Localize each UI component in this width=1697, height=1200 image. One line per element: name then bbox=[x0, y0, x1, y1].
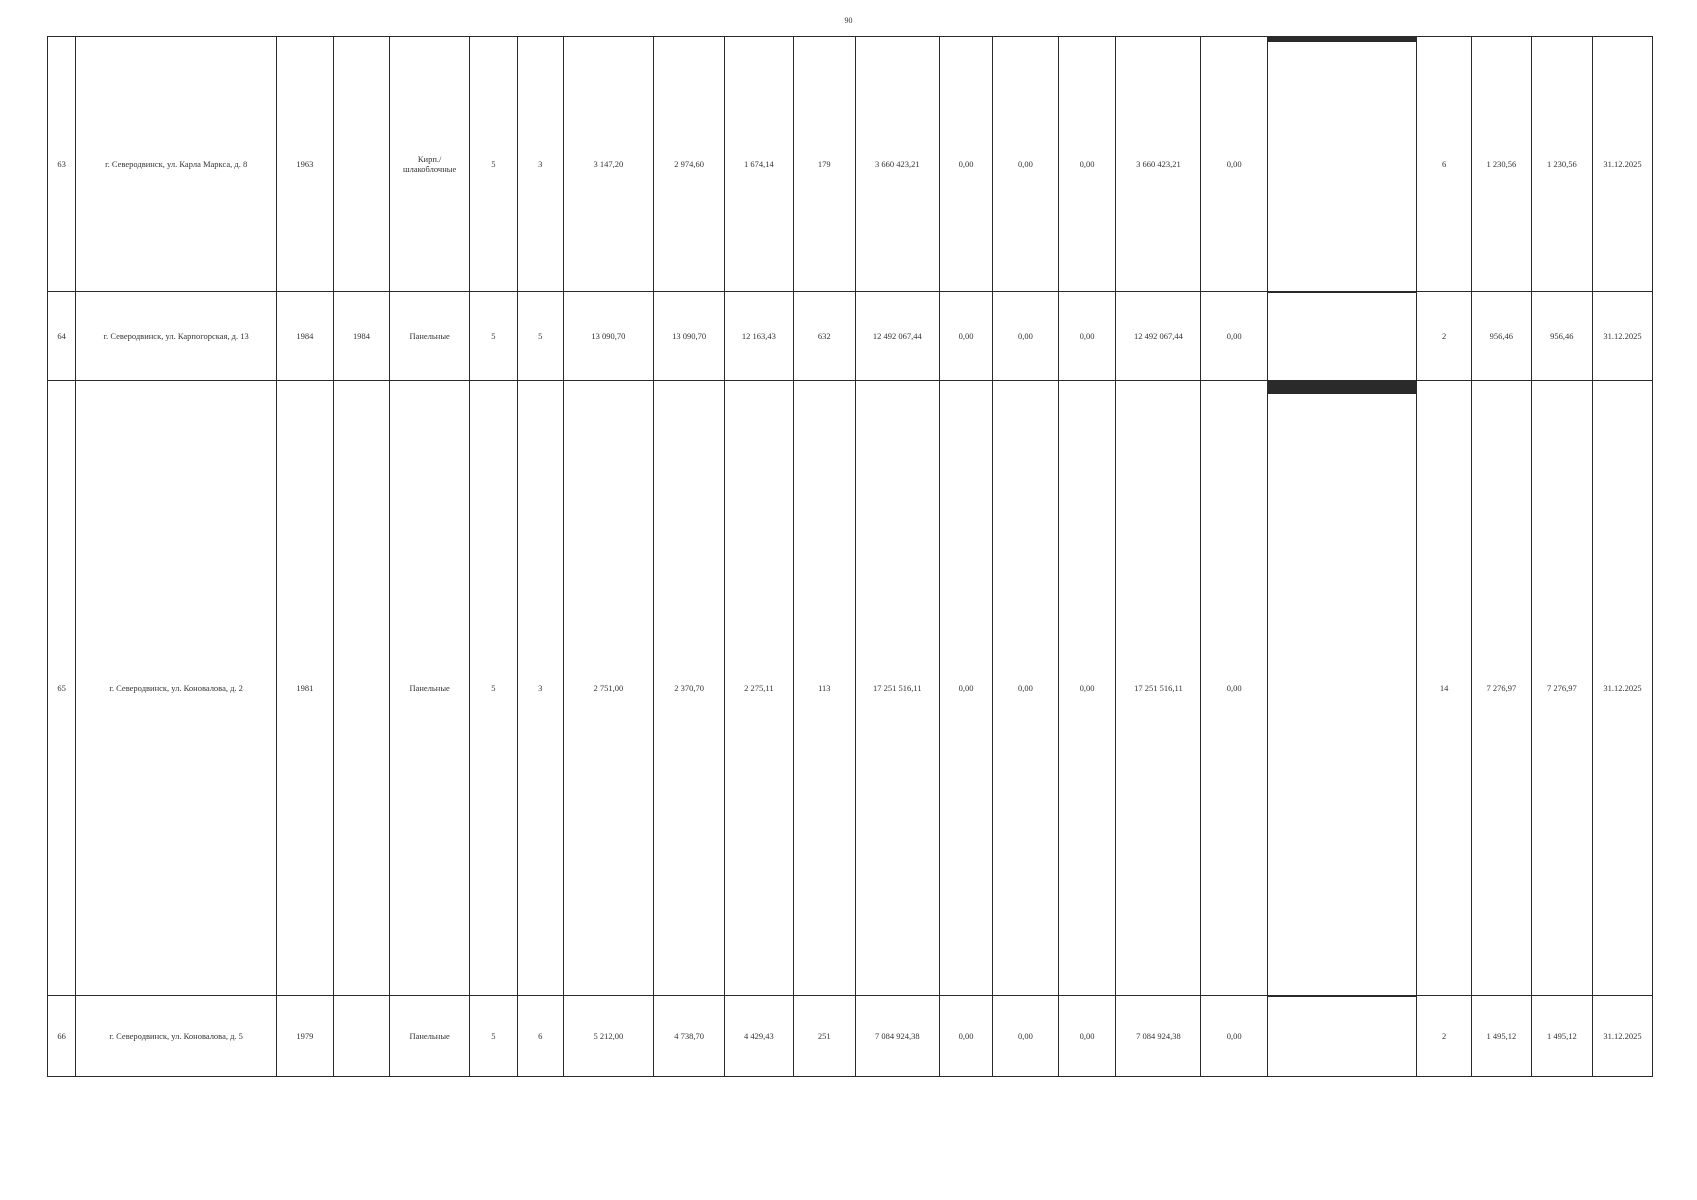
work-item bbox=[1268, 292, 1416, 293]
area-premises: 4 738,70 bbox=[654, 996, 725, 1077]
fund-local: 0,00 bbox=[1058, 381, 1116, 996]
residents: 251 bbox=[793, 996, 855, 1077]
entrances: 3 bbox=[517, 37, 563, 292]
deadline: 31.12.2025 bbox=[1592, 996, 1652, 1077]
works-count: 2 bbox=[1417, 292, 1472, 381]
table-row bbox=[48, 37, 1653, 292]
area-residential: 12 163,43 bbox=[725, 292, 794, 381]
entrances: 3 bbox=[517, 381, 563, 996]
fund-local: 0,00 bbox=[1058, 37, 1116, 292]
fund-owners: 17 251 516,11 bbox=[1116, 381, 1201, 996]
works-count: 2 bbox=[1417, 996, 1472, 1077]
fund-other: 0,00 bbox=[1201, 292, 1268, 381]
residents: 179 bbox=[793, 37, 855, 292]
area-premises: 2 974,60 bbox=[654, 37, 725, 292]
works-list bbox=[1268, 37, 1416, 42]
fund-owners: 12 492 067,44 bbox=[1116, 292, 1201, 381]
total-area: 3 147,20 bbox=[563, 37, 653, 292]
fund-federal: 0,00 bbox=[939, 37, 992, 292]
fund-federal: 0,00 bbox=[939, 381, 992, 996]
floors: 5 bbox=[469, 381, 517, 996]
fund-owners: 3 660 423,21 bbox=[1116, 37, 1201, 292]
fund-regional: 0,00 bbox=[993, 292, 1058, 381]
work-item-label bbox=[1271, 393, 1321, 394]
year-reconstruction bbox=[333, 37, 390, 292]
works-list bbox=[1268, 996, 1416, 997]
work-item-label bbox=[1271, 41, 1413, 42]
year-built: 1963 bbox=[276, 37, 333, 292]
year-reconstruction bbox=[333, 381, 390, 996]
area-premises: 2 370,70 bbox=[654, 381, 725, 996]
cost-total: 17 251 516,11 bbox=[855, 381, 939, 996]
unit-cost: 956,46 bbox=[1471, 292, 1531, 381]
deadline: 31.12.2025 bbox=[1592, 292, 1652, 381]
row-number: 65 bbox=[48, 381, 76, 996]
unit-cost-limit: 1 495,12 bbox=[1531, 996, 1592, 1077]
residents: 632 bbox=[793, 292, 855, 381]
work-item-label bbox=[1271, 996, 1321, 997]
fund-regional: 0,00 bbox=[993, 996, 1058, 1077]
entrances: 5 bbox=[517, 292, 563, 381]
floors: 5 bbox=[469, 292, 517, 381]
table-row bbox=[48, 381, 1653, 996]
works-cell bbox=[1267, 381, 1416, 996]
works-count: 14 bbox=[1417, 381, 1472, 996]
works-cell bbox=[1267, 292, 1416, 381]
total-area: 5 212,00 bbox=[563, 996, 653, 1077]
table-row bbox=[48, 292, 1653, 381]
fund-local: 0,00 bbox=[1058, 996, 1116, 1077]
unit-cost: 1 230,56 bbox=[1471, 37, 1531, 292]
address: г. Северодвинск, ул. Карпогорская, д. 13 bbox=[76, 292, 277, 381]
unit-cost: 1 495,12 bbox=[1471, 996, 1531, 1077]
area-premises: 13 090,70 bbox=[654, 292, 725, 381]
fund-federal: 0,00 bbox=[939, 996, 992, 1077]
year-reconstruction bbox=[333, 996, 390, 1077]
wall-material: Панельные bbox=[390, 996, 470, 1077]
area-residential: 4 429,43 bbox=[725, 996, 794, 1077]
capital-repair-table bbox=[47, 36, 1653, 1077]
page-number: 90 bbox=[844, 16, 853, 25]
residents: 113 bbox=[793, 381, 855, 996]
fund-regional: 0,00 bbox=[993, 37, 1058, 292]
address: г. Северодвинск, ул. Коновалова, д. 5 bbox=[76, 996, 277, 1077]
cost-total: 7 084 924,38 bbox=[855, 996, 939, 1077]
row-number: 66 bbox=[48, 996, 76, 1077]
deadline: 31.12.2025 bbox=[1592, 381, 1652, 996]
deadline: 31.12.2025 bbox=[1592, 37, 1652, 292]
fund-other: 0,00 bbox=[1201, 996, 1268, 1077]
works-count: 6 bbox=[1417, 37, 1472, 292]
area-residential: 1 674,14 bbox=[725, 37, 794, 292]
unit-cost-limit: 7 276,97 bbox=[1531, 381, 1592, 996]
cost-total: 3 660 423,21 bbox=[855, 37, 939, 292]
fund-regional: 0,00 bbox=[993, 381, 1058, 996]
floors: 5 bbox=[469, 996, 517, 1077]
work-item bbox=[1268, 393, 1416, 394]
wall-material: Панельные bbox=[390, 292, 470, 381]
wall-material: Панельные bbox=[390, 381, 470, 996]
year-reconstruction: 1984 bbox=[333, 292, 390, 381]
fund-owners: 7 084 924,38 bbox=[1116, 996, 1201, 1077]
row-number: 63 bbox=[48, 37, 76, 292]
works-cell bbox=[1267, 37, 1416, 292]
works-list bbox=[1268, 292, 1416, 293]
area-residential: 2 275,11 bbox=[725, 381, 794, 996]
address: г. Северодвинск, ул. Карла Маркса, д. 8 bbox=[76, 37, 277, 292]
works-list bbox=[1268, 381, 1416, 394]
works-cell bbox=[1267, 996, 1416, 1077]
wall-material: Кирп./шлакоблочные bbox=[390, 37, 470, 292]
total-area: 13 090,70 bbox=[563, 292, 653, 381]
cost-total: 12 492 067,44 bbox=[855, 292, 939, 381]
year-built: 1984 bbox=[276, 292, 333, 381]
work-item bbox=[1268, 41, 1416, 42]
year-built: 1981 bbox=[276, 381, 333, 996]
fund-other: 0,00 bbox=[1201, 37, 1268, 292]
entrances: 6 bbox=[517, 996, 563, 1077]
table-row bbox=[48, 996, 1653, 1077]
total-area: 2 751,00 bbox=[563, 381, 653, 996]
address: г. Северодвинск, ул. Коновалова, д. 2 bbox=[76, 381, 277, 996]
year-built: 1979 bbox=[276, 996, 333, 1077]
unit-cost: 7 276,97 bbox=[1471, 381, 1531, 996]
work-item bbox=[1268, 996, 1416, 997]
work-item-label bbox=[1271, 292, 1413, 293]
fund-local: 0,00 bbox=[1058, 292, 1116, 381]
unit-cost-limit: 956,46 bbox=[1531, 292, 1592, 381]
row-number: 64 bbox=[48, 292, 76, 381]
unit-cost-limit: 1 230,56 bbox=[1531, 37, 1592, 292]
fund-other: 0,00 bbox=[1201, 381, 1268, 996]
fund-federal: 0,00 bbox=[939, 292, 992, 381]
floors: 5 bbox=[469, 37, 517, 292]
